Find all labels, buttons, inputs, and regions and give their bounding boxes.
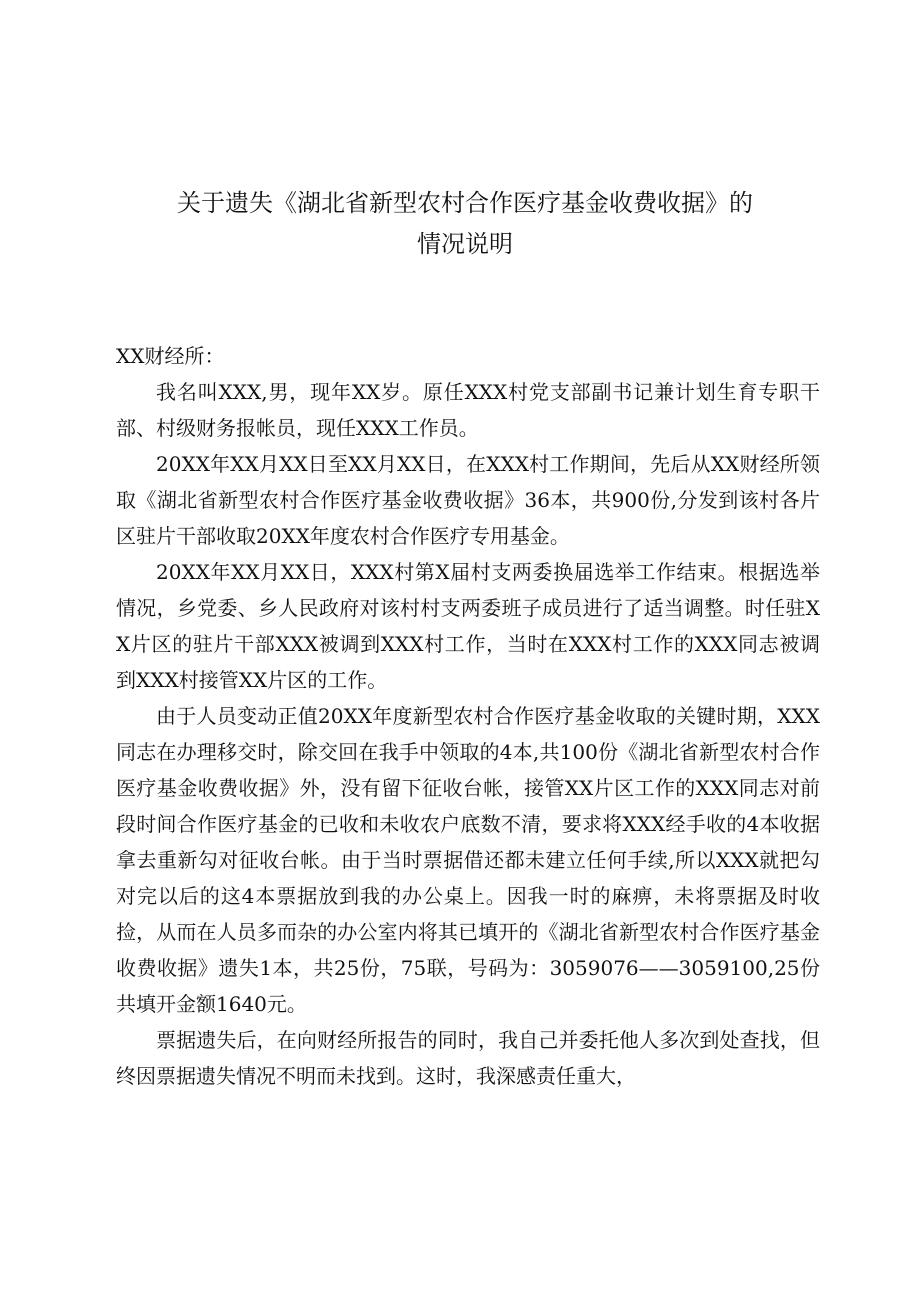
paragraph-2: 20XX年XX月XX日至XX月XX日，在XXX村工作期间，先后从XX财经所领取《湖北省新型农村合作医疗基金收费收据》36本，共900份,分发到该村各片区驻片干部收取20XX年度农村合作医疗专用基金。 (116, 452, 820, 548)
document-body (116, 338, 820, 1094)
paragraph-3: 20XX年XX月XX日，XXX村第X届村支两委换届选举工作结束。根据选举情况，乡党委、乡人民政府对该村村支两委班子成员进行了适当调整。时任驻XX片区的驻片干部XXX被调到XXX村工作，当时在XXX村工作的XXX同志被调到XXX村接管XX片区的工作。 (116, 560, 820, 692)
salutation: XX财经所： (116, 344, 225, 368)
paragraph-4: 由于人员变动正值20XX年度新型农村合作医疗基金收取的关键时期，XXX同志在办理移交时，除交回在我手中领取的4本,共100份《湖北省新型农村合作医疗基金收费收据》外，没有留下征收台帐，接管XX片区工作的XXX同志对前段时间合作医疗基金的已收和未收农户底数不清，要求将XXX经手收的4本收据拿去重新勾对征收台帐。由于当时票据借还都未建立任何手续,所以XXX就把勾对完以后的这4本票据放到我的办公桌上。因我一时的麻痹，未将票据及时收捡，从而在人员多而杂的办公室内将其已填开的《湖北省新型农村合作医疗基金收费收据》遗失1本，共25份，75联，号码为：3059076——3059100,25份共填开金额1640元。 (116, 704, 820, 1016)
document-title-line-1: 关于遗失《湖北省新型农村合作医疗基金收费收据》的 (177, 189, 753, 217)
paragraph-5: 票据遗失后，在向财经所报告的同时，我自己并委托他人多次到处查找，但终因票据遗失情况不明而未找到。这时，我深感责任重大， (116, 1028, 820, 1088)
document-title-line-2: 情况说明 (417, 230, 513, 258)
paragraph-1: 我名叫XXX,男，现年XX岁。原任XXX村党支部副书记兼计划生育专职干部、村级财务报帐员，现任XXX工作员。 (116, 380, 820, 440)
